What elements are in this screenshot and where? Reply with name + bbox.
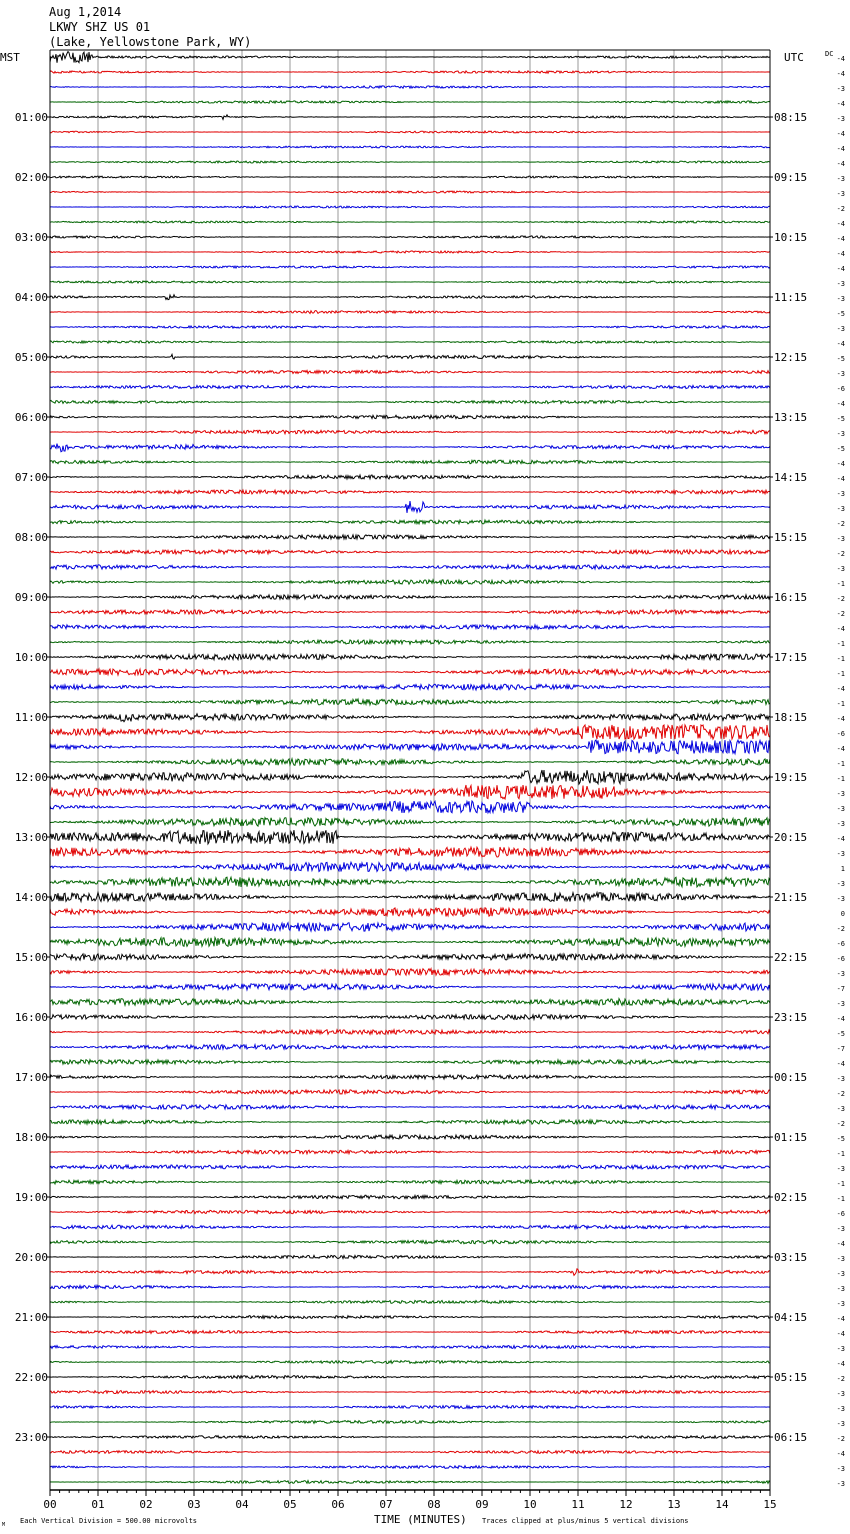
dc-offset-label: -4 xyxy=(836,400,845,408)
trace-line-50 xyxy=(50,801,770,813)
dc-offset-label: -6 xyxy=(836,730,845,738)
dc-offset-label: -4 xyxy=(836,265,845,273)
trace-line-49 xyxy=(50,785,770,799)
dc-offset-label: -2 xyxy=(836,595,845,603)
left-hour-label: 09:00 xyxy=(14,591,48,604)
dc-offset-label: -2 xyxy=(836,1375,845,1383)
dc-offset-label: -3 xyxy=(836,325,845,333)
left-hour-label: 19:00 xyxy=(14,1191,48,1204)
dc-offset-label: -1 xyxy=(836,655,845,663)
vertical-division-note: Each Vertical Division = 500.00 microvolts xyxy=(20,1517,198,1525)
right-hour-label: 15:15 xyxy=(774,531,808,544)
dc-offset-label: -3 xyxy=(836,505,845,513)
x-tick-label-05: 05 xyxy=(283,1498,297,1511)
right-hour-label: 22:15 xyxy=(774,951,808,964)
x-tick-label-14: 14 xyxy=(715,1498,729,1511)
trace-line-92 xyxy=(50,1436,770,1439)
dc-offset-label: -7 xyxy=(836,1045,845,1053)
x-tick-label-01: 01 xyxy=(91,1498,105,1511)
dc-offset-label: -4 xyxy=(836,235,845,243)
x-tick-label-07: 07 xyxy=(379,1498,393,1511)
left-timezone-label: MST xyxy=(0,51,20,64)
dc-offset-label: -3 xyxy=(836,490,845,498)
x-tick-label-15: 15 xyxy=(763,1498,777,1511)
left-hour-label: 06:00 xyxy=(14,411,48,424)
dc-offset-label: -3 xyxy=(836,805,845,813)
trace-line-27 xyxy=(50,460,770,464)
trace-line-31 xyxy=(50,520,770,524)
dc-offset-label: -4 xyxy=(836,685,845,693)
dc-offset-label: -3 xyxy=(836,1465,845,1473)
trace-line-10 xyxy=(50,206,770,208)
left-hour-label: 04:00 xyxy=(14,291,48,304)
left-hour-label: 22:00 xyxy=(14,1371,48,1384)
x-tick-label-12: 12 xyxy=(619,1498,633,1511)
dc-offset-label: -3 xyxy=(836,1390,845,1398)
dc-offset-label: -1 xyxy=(836,760,845,768)
trace-line-17 xyxy=(50,311,770,314)
right-hour-label: 02:15 xyxy=(774,1191,808,1204)
trace-line-33 xyxy=(50,550,770,554)
trace-line-40 xyxy=(50,654,770,660)
left-hour-label: 17:00 xyxy=(14,1071,48,1084)
x-tick-label-04: 04 xyxy=(235,1498,249,1511)
trace-line-46 xyxy=(50,740,770,754)
right-hour-label: 08:15 xyxy=(774,111,808,124)
left-hour-label: 13:00 xyxy=(14,831,48,844)
dc-offset-label: -1 xyxy=(836,640,845,648)
trace-line-29 xyxy=(50,490,770,494)
trace-line-7 xyxy=(50,161,770,163)
right-hour-label: 04:15 xyxy=(774,1311,808,1324)
trace-line-73 xyxy=(50,1150,770,1154)
dc-offset-label: -4 xyxy=(836,130,845,138)
trace-line-37 xyxy=(50,610,770,614)
trace-line-0 xyxy=(50,52,770,63)
dc-offset-label: -3 xyxy=(836,280,845,288)
trace-line-16 xyxy=(50,295,770,300)
left-hour-label: 15:00 xyxy=(14,951,48,964)
trace-line-58 xyxy=(50,923,770,932)
dc-offset-label: -6 xyxy=(836,955,845,963)
trace-line-93 xyxy=(50,1451,770,1454)
dc-offset-label: -3 xyxy=(836,190,845,198)
dc-offset-label: -3 xyxy=(836,370,845,378)
dc-offset-label: -2 xyxy=(836,205,845,213)
trace-line-67 xyxy=(50,1060,770,1065)
dc-offset-label: -3 xyxy=(836,1165,845,1173)
left-hour-label: 14:00 xyxy=(14,891,48,904)
dc-offset-label: -4 xyxy=(836,55,845,63)
right-hour-label: 12:15 xyxy=(774,351,808,364)
corner-mark: M xyxy=(2,1522,6,1528)
x-tick-label-06: 06 xyxy=(331,1498,345,1511)
trace-line-57 xyxy=(50,908,770,917)
dc-offset-label: -4 xyxy=(836,1360,845,1368)
trace-line-45 xyxy=(50,725,770,739)
trace-line-63 xyxy=(50,999,770,1006)
x-tick-label-10: 10 xyxy=(523,1498,537,1511)
dc-offset-label: -1 xyxy=(836,580,845,588)
dc-offset-label: -2 xyxy=(836,550,845,558)
dc-offset-label: -4 xyxy=(836,745,845,753)
dc-offset-label: -3 xyxy=(836,565,845,573)
dc-offset-label: -1 xyxy=(836,670,845,678)
left-hour-label: 18:00 xyxy=(14,1131,48,1144)
left-hour-label: 01:00 xyxy=(14,111,48,124)
trace-line-21 xyxy=(50,370,770,373)
right-hour-label: 05:15 xyxy=(774,1371,808,1384)
x-axis-title: TIME (MINUTES) xyxy=(374,1513,467,1526)
dc-offset-label: -6 xyxy=(836,385,845,393)
trace-line-36 xyxy=(50,595,770,599)
trace-line-5 xyxy=(50,131,770,133)
dc-offset-label: -3 xyxy=(836,1000,845,1008)
trace-line-30 xyxy=(50,501,770,513)
left-hour-label: 23:00 xyxy=(14,1431,48,1444)
trace-line-85 xyxy=(50,1331,770,1334)
right-hour-label: 20:15 xyxy=(774,831,808,844)
right-hour-label: 11:15 xyxy=(774,291,808,304)
dc-offset-label: -3 xyxy=(836,1255,845,1263)
dc-offset-label: -3 xyxy=(836,535,845,543)
dc-offset-label: -2 xyxy=(836,1435,845,1443)
trace-line-74 xyxy=(50,1165,770,1169)
trace-line-48 xyxy=(50,770,770,784)
station-code: LKWY SHZ US 01 xyxy=(49,20,151,34)
dc-offset-label: -2 xyxy=(836,610,845,618)
trace-line-83 xyxy=(50,1300,770,1303)
dc-offset-label: -2 xyxy=(836,925,845,933)
dc-offset-label: -1 xyxy=(836,1150,845,1158)
dc-offset-label: -1 xyxy=(836,775,845,783)
trace-line-54 xyxy=(50,862,770,871)
trace-line-68 xyxy=(50,1075,770,1079)
right-hour-label: 14:15 xyxy=(774,471,808,484)
trace-line-6 xyxy=(50,146,770,148)
dc-offset-label: -3 xyxy=(836,790,845,798)
dc-offset-label: -4 xyxy=(836,1450,845,1458)
right-hour-label: 03:15 xyxy=(774,1251,808,1264)
left-hour-label: 20:00 xyxy=(14,1251,48,1264)
trace-line-86 xyxy=(50,1346,770,1349)
dc-offset-label: -1 xyxy=(836,1195,845,1203)
trace-line-35 xyxy=(50,580,770,584)
dc-offset-label: -4 xyxy=(836,100,845,108)
clipping-note: Traces clipped at plus/minus 5 vertical divisions xyxy=(482,1517,689,1525)
left-hour-label: 16:00 xyxy=(14,1011,48,1024)
trace-line-64 xyxy=(50,1015,770,1020)
right-hour-label: 00:15 xyxy=(774,1071,808,1084)
trace-line-4 xyxy=(50,115,770,120)
x-tick-label-03: 03 xyxy=(187,1498,201,1511)
trace-line-19 xyxy=(50,341,770,343)
trace-line-43 xyxy=(50,699,770,705)
trace-line-95 xyxy=(50,1481,770,1484)
trace-line-12 xyxy=(50,236,770,238)
dc-offset-label: -2 xyxy=(836,520,845,528)
dc-offset-label: -3 xyxy=(836,1075,845,1083)
dc-offset-label: -6 xyxy=(836,940,845,948)
trace-line-18 xyxy=(50,326,770,328)
dc-offset-label: -4 xyxy=(836,1015,845,1023)
right-hour-label: 16:15 xyxy=(774,591,808,604)
trace-line-22 xyxy=(50,385,770,388)
trace-line-20 xyxy=(50,354,770,359)
dc-offset-label: -4 xyxy=(836,1330,845,1338)
trace-line-90 xyxy=(50,1406,770,1409)
right-hour-label: 09:15 xyxy=(774,171,808,184)
dc-offset-label: -4 xyxy=(836,340,845,348)
trace-line-79 xyxy=(50,1240,770,1244)
trace-line-53 xyxy=(50,847,770,857)
dc-offset-label: -3 xyxy=(836,1480,845,1488)
trace-line-87 xyxy=(50,1361,770,1364)
trace-line-13 xyxy=(50,251,770,253)
trace-line-52 xyxy=(50,830,770,844)
dc-offset-label: -5 xyxy=(836,355,845,363)
right-hour-label: 17:15 xyxy=(774,651,808,664)
left-hour-label: 07:00 xyxy=(14,471,48,484)
right-timezone-label: UTC xyxy=(784,51,804,64)
right-hour-label: 13:15 xyxy=(774,411,808,424)
trace-line-14 xyxy=(50,266,770,268)
left-hour-label: 11:00 xyxy=(14,711,48,724)
dc-offset-label: -3 xyxy=(836,430,845,438)
dc-offset-label: -4 xyxy=(836,715,845,723)
dc-offset-label: -3 xyxy=(836,820,845,828)
dc-offset-label: -3 xyxy=(836,1420,845,1428)
trace-line-70 xyxy=(50,1105,770,1109)
dc-offset-label: -2 xyxy=(836,1090,845,1098)
right-hour-label: 10:15 xyxy=(774,231,808,244)
trace-line-82 xyxy=(50,1285,770,1288)
dc-offset-label: -4 xyxy=(836,1240,845,1248)
x-tick-label-08: 08 xyxy=(427,1498,441,1511)
right-hour-label: 19:15 xyxy=(774,771,808,784)
trace-line-60 xyxy=(50,954,770,961)
trace-line-51 xyxy=(50,818,770,827)
trace-line-91 xyxy=(50,1421,770,1424)
left-hour-label: 03:00 xyxy=(14,231,48,244)
dc-offset-label: -3 xyxy=(836,1225,845,1233)
trace-line-66 xyxy=(50,1045,770,1050)
dc-offset-label: -3 xyxy=(836,85,845,93)
x-tick-label-09: 09 xyxy=(475,1498,489,1511)
dc-offset-label: -3 xyxy=(836,115,845,123)
station-location: (Lake, Yellowstone Park, WY) xyxy=(49,35,252,49)
trace-line-80 xyxy=(50,1255,770,1258)
trace-line-84 xyxy=(50,1316,770,1319)
x-tick-label-13: 13 xyxy=(667,1498,681,1511)
dc-offset-label: -3 xyxy=(836,1300,845,1308)
trace-line-81 xyxy=(50,1269,770,1276)
x-tick-label-02: 02 xyxy=(139,1498,153,1511)
dc-offset-label: -5 xyxy=(836,415,845,423)
trace-line-65 xyxy=(50,1030,770,1035)
trace-line-44 xyxy=(50,714,770,722)
trace-line-15 xyxy=(50,281,770,283)
dc-offset-label: -3 xyxy=(836,970,845,978)
trace-line-89 xyxy=(50,1391,770,1394)
trace-line-1 xyxy=(50,71,770,73)
dc-offset-label: -4 xyxy=(836,625,845,633)
dc-offset-label: -4 xyxy=(836,70,845,78)
trace-line-24 xyxy=(50,415,770,418)
trace-line-62 xyxy=(50,984,770,991)
dc-offset-label: -1 xyxy=(836,1180,845,1188)
dc-offset-label: -5 xyxy=(836,310,845,318)
trace-line-28 xyxy=(50,475,770,479)
left-hour-label: 08:00 xyxy=(14,531,48,544)
trace-line-76 xyxy=(50,1195,770,1199)
dc-offset-label: -3 xyxy=(836,1345,845,1353)
trace-line-3 xyxy=(50,101,770,103)
trace-line-32 xyxy=(50,535,770,539)
dc-offset-label: -4 xyxy=(836,460,845,468)
trace-line-77 xyxy=(50,1210,770,1213)
trace-line-56 xyxy=(50,893,770,902)
seismogram-traces xyxy=(50,52,770,1484)
trace-line-2 xyxy=(50,86,770,88)
trace-line-34 xyxy=(50,565,770,569)
trace-line-94 xyxy=(50,1466,770,1469)
right-hour-label: 21:15 xyxy=(774,891,808,904)
dc-offset-label: -3 xyxy=(836,1405,845,1413)
dc-offset-label: -4 xyxy=(836,160,845,168)
dc-offset-label: -1 xyxy=(836,700,845,708)
left-hour-label: 21:00 xyxy=(14,1311,48,1324)
trace-line-47 xyxy=(50,759,770,766)
dc-offset-label: -4 xyxy=(836,1060,845,1068)
left-hour-label: 10:00 xyxy=(14,651,48,664)
dc-offset-label: -3 xyxy=(836,880,845,888)
right-hour-label: 23:15 xyxy=(774,1011,808,1024)
dc-offset-label: -3 xyxy=(836,1105,845,1113)
x-tick-label-11: 11 xyxy=(571,1498,585,1511)
dc-offset-label: -3 xyxy=(836,895,845,903)
x-tick-label-00: 00 xyxy=(43,1498,57,1511)
dc-offset-label: -4 xyxy=(836,1315,845,1323)
right-hour-label: 06:15 xyxy=(774,1431,808,1444)
trace-line-8 xyxy=(50,176,770,178)
dc-offset-labels xyxy=(837,55,845,1488)
trace-line-61 xyxy=(50,969,770,975)
dc-offset-label: -4 xyxy=(836,145,845,153)
dc-offset-label: -5 xyxy=(836,445,845,453)
trace-line-26 xyxy=(50,444,770,452)
left-hour-labels xyxy=(15,111,50,1444)
trace-line-9 xyxy=(50,191,770,193)
trace-line-38 xyxy=(50,625,770,629)
trace-line-41 xyxy=(50,669,770,675)
dc-offset-header: DC xyxy=(825,50,834,58)
dc-offset-label: 1 xyxy=(840,865,845,873)
dc-offset-label: -3 xyxy=(836,1285,845,1293)
dc-offset-label: -2 xyxy=(836,1120,845,1128)
trace-line-69 xyxy=(50,1090,770,1094)
dc-offset-label: -3 xyxy=(836,1270,845,1278)
left-hour-label: 05:00 xyxy=(14,351,48,364)
left-hour-label: 12:00 xyxy=(14,771,48,784)
right-hour-label: 18:15 xyxy=(774,711,808,724)
trace-line-23 xyxy=(50,400,770,403)
dc-offset-label: -4 xyxy=(836,475,845,483)
right-hour-label: 01:15 xyxy=(774,1131,808,1144)
dc-offset-label: -3 xyxy=(836,175,845,183)
trace-line-72 xyxy=(50,1135,770,1139)
trace-line-71 xyxy=(50,1120,770,1124)
dc-offset-label: -4 xyxy=(836,250,845,258)
trace-line-75 xyxy=(50,1180,770,1184)
dc-offset-label: -7 xyxy=(836,985,845,993)
trace-line-11 xyxy=(50,221,770,223)
dc-offset-label: -3 xyxy=(836,295,845,303)
right-hour-labels xyxy=(770,111,807,1444)
record-date: Aug 1,2014 xyxy=(49,5,122,19)
dc-offset-label: 0 xyxy=(840,910,845,918)
trace-line-25 xyxy=(50,430,770,434)
x-axis-ticks xyxy=(43,1490,776,1511)
dc-offset-label: -6 xyxy=(836,1210,845,1218)
dc-offset-label: -3 xyxy=(836,850,845,858)
trace-line-59 xyxy=(50,938,770,947)
trace-line-78 xyxy=(50,1225,770,1228)
trace-line-55 xyxy=(50,877,770,887)
dc-offset-label: -5 xyxy=(836,1135,845,1143)
trace-line-88 xyxy=(50,1376,770,1379)
trace-line-42 xyxy=(50,684,770,690)
left-hour-label: 02:00 xyxy=(14,171,48,184)
dc-offset-label: -4 xyxy=(836,220,845,228)
dc-offset-label: -5 xyxy=(836,1030,845,1038)
trace-line-39 xyxy=(50,640,770,644)
dc-offset-label: -4 xyxy=(836,835,845,843)
